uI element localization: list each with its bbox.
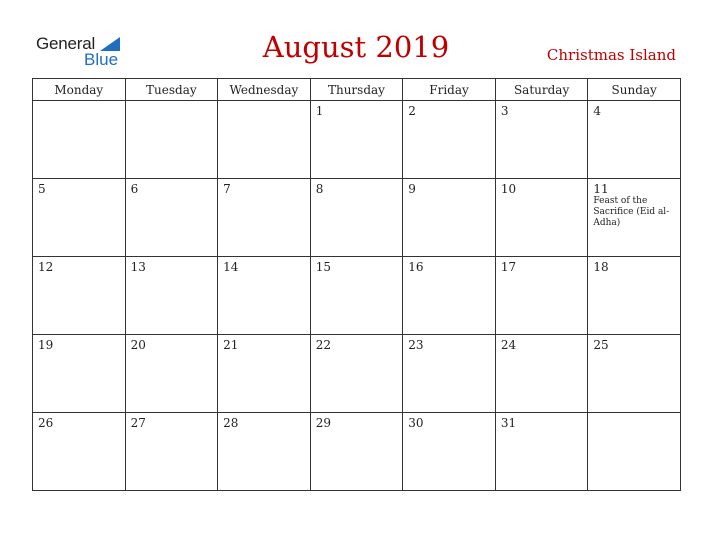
day-cell <box>403 335 496 413</box>
day-number: 24 <box>500 338 517 352</box>
day-cell <box>588 257 681 335</box>
day-cell <box>495 101 588 179</box>
day-number: 7 <box>223 182 231 196</box>
day-number: 6 <box>130 182 139 196</box>
week-row <box>33 413 681 491</box>
day-cell <box>588 413 681 491</box>
logo-blue-text: Blue <box>84 50 119 69</box>
day-cell <box>33 179 126 257</box>
day-number: 5 <box>38 182 46 196</box>
day-number: 9 <box>408 182 416 196</box>
day-cell <box>588 101 681 179</box>
day-cell <box>125 413 218 491</box>
day-cell <box>310 257 403 335</box>
day-cell <box>33 413 126 491</box>
day-number: 29 <box>315 416 331 430</box>
day-number: 13 <box>130 260 146 274</box>
day-cell <box>495 335 588 413</box>
day-number: 27 <box>130 416 146 430</box>
day-number: 17 <box>500 260 517 274</box>
week-row <box>33 101 681 179</box>
day-number: 12 <box>38 260 54 274</box>
day-number: 3 <box>500 104 509 118</box>
day-cell <box>218 257 311 335</box>
weekday-header: Tuesday <box>125 79 218 101</box>
day-cell <box>588 179 681 257</box>
day-number: 20 <box>130 338 146 352</box>
day-number: 25 <box>593 338 609 352</box>
day-cell <box>403 101 496 179</box>
day-cell <box>310 179 403 257</box>
holiday-label: Feast of the Sacrifice (Eid al-Adha) <box>593 196 670 228</box>
day-cell <box>495 413 588 491</box>
calendar-title: August 2019 <box>262 30 450 64</box>
day-cell <box>403 257 496 335</box>
day-cell <box>495 257 588 335</box>
day-number: 11 <box>593 182 609 196</box>
weekday-header: Thursday <box>310 79 403 101</box>
weekday-header: Monday <box>33 79 126 101</box>
day-cell <box>218 179 311 257</box>
day-cell <box>218 413 311 491</box>
weekday-header: Friday <box>403 79 496 101</box>
day-cell <box>33 101 126 179</box>
day-number: 30 <box>408 416 424 430</box>
day-number: 4 <box>593 104 602 118</box>
day-cell <box>403 413 496 491</box>
day-cell <box>218 335 311 413</box>
day-number: 14 <box>223 260 239 274</box>
day-cell <box>125 257 218 335</box>
day-number: 18 <box>593 260 609 274</box>
day-number: 1 <box>315 104 324 118</box>
day-number: 2 <box>408 104 416 118</box>
day-cell <box>125 179 218 257</box>
week-row <box>33 335 681 413</box>
day-cell <box>125 335 218 413</box>
region-label: Christmas Island <box>546 46 676 64</box>
day-cell <box>125 101 218 179</box>
day-number: 15 <box>315 260 331 274</box>
weekday-header: Wednesday <box>218 79 311 101</box>
logo-general-text: General <box>36 34 96 53</box>
day-number: 23 <box>408 338 424 352</box>
day-cell <box>310 101 403 179</box>
weekday-header: Sunday <box>588 79 681 101</box>
day-cell <box>403 179 496 257</box>
day-cell <box>33 335 126 413</box>
day-number: 8 <box>315 182 324 196</box>
day-number: 10 <box>500 182 517 196</box>
calendar-grid <box>32 78 681 491</box>
day-number: 31 <box>500 416 517 430</box>
weekday-header-row <box>33 79 681 101</box>
day-cell <box>310 413 403 491</box>
day-cell <box>588 335 681 413</box>
day-number: 16 <box>408 260 424 274</box>
day-cell <box>495 179 588 257</box>
week-row <box>33 257 681 335</box>
week-row <box>33 179 681 257</box>
day-number: 22 <box>315 338 331 352</box>
day-cell <box>33 257 126 335</box>
day-cell <box>218 101 311 179</box>
day-number: 26 <box>38 416 54 430</box>
day-number: 21 <box>223 338 239 352</box>
day-cell <box>310 335 403 413</box>
day-number: 28 <box>223 416 239 430</box>
weekday-header: Saturday <box>495 79 588 101</box>
day-number: 19 <box>38 338 54 352</box>
